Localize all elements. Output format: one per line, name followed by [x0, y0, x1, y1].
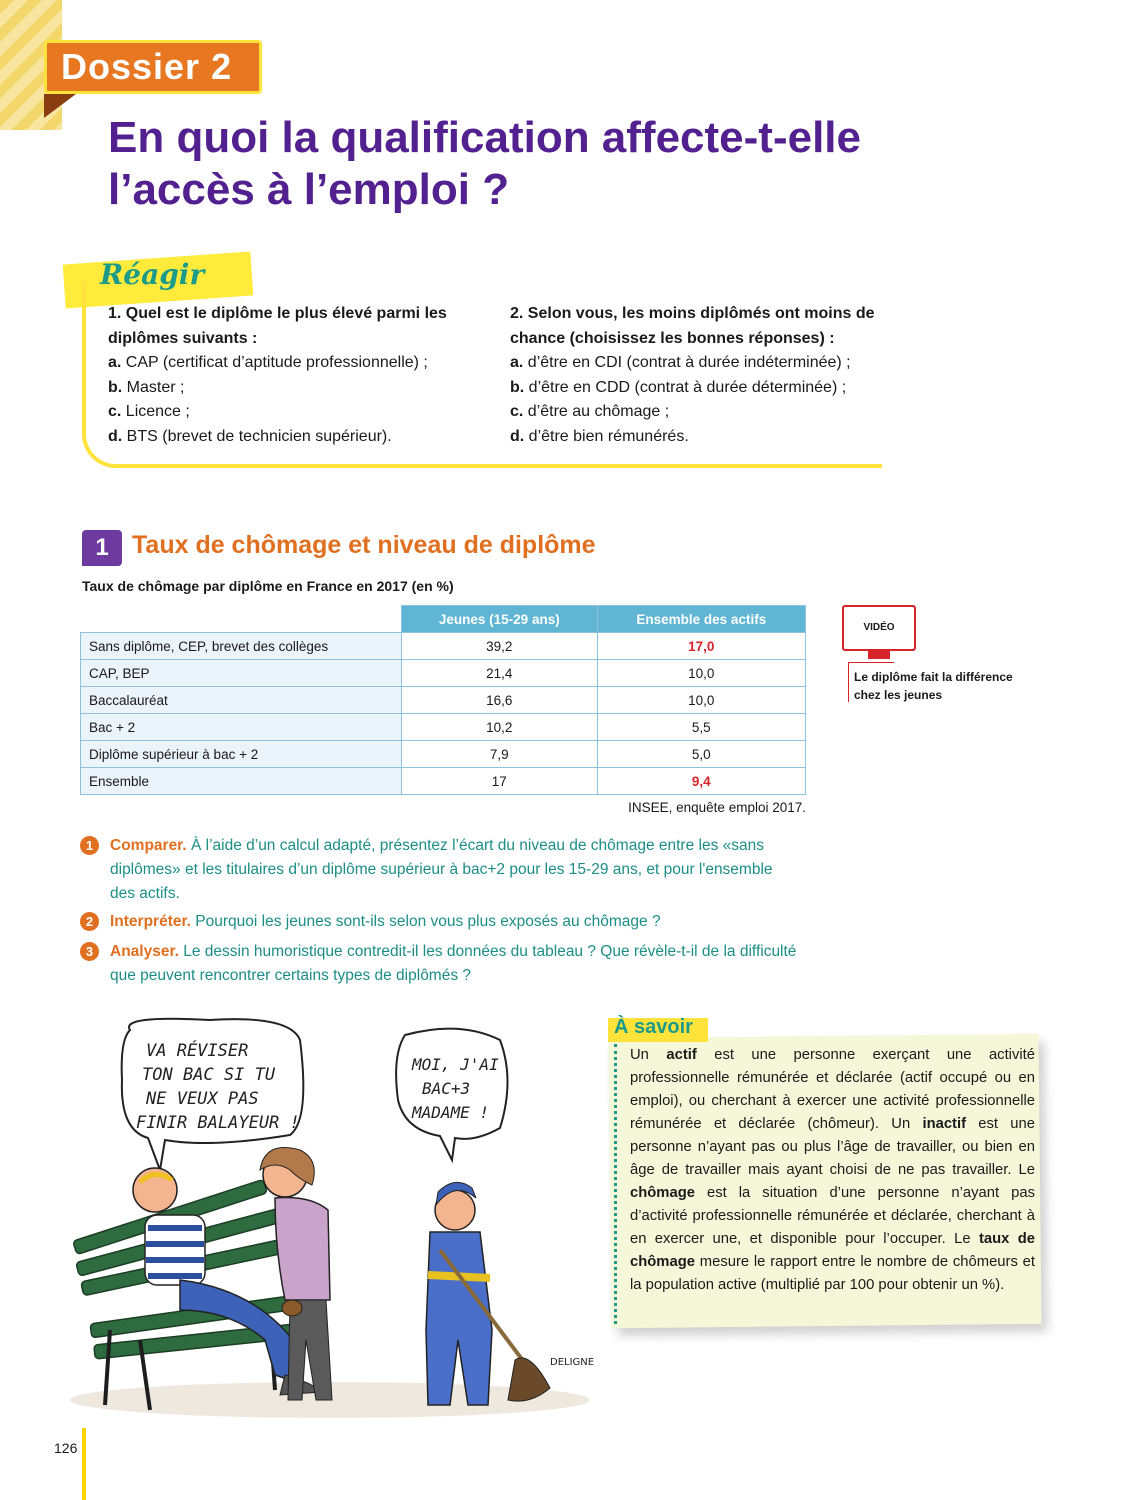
- bubble1-line: FINIR BALAYEUR !: [136, 1113, 300, 1133]
- cartoon-illustration: [60, 1010, 600, 1420]
- question-item: 3 Analyser. Le dessin humoristique contredit-il les données du tableau ? Que révèle-t-il de la difficulté que peuvent rencontrer certains types de diplômés ?: [80, 940, 800, 988]
- video-divider-vertical: [848, 662, 849, 702]
- reagir-question-2: 2. Selon vous, les moins diplômés ont moins de chance (choisissez les bonnes réponses) : a. d’être en CDI (contrat à durée indéterminée) ; b. d’être en CDD (contrat à durée déterminée) ; c. d’être au chômage ; d. d’être bien rémunérés.: [510, 302, 890, 449]
- key-term: actif: [666, 1047, 697, 1063]
- option-a: a. d’être en CDI (contrat à durée indéterminée) ;: [510, 354, 851, 371]
- table-row: Baccalauréat 16,6 10,0: [81, 687, 806, 714]
- bubble1-line: VA RÉVISER: [146, 1041, 249, 1061]
- option-c: c. Licence ;: [108, 403, 190, 420]
- option-d: d. BTS (brevet de technicien supérieur).: [108, 427, 392, 445]
- question-item: 1 Comparer. À l’aide d’un calcul adapté, présentez l’écart du niveau de chômage entre les «sans diplômes» et les titulaires d’un diplôme supérieur à bac+2 pour les 15-29 ans, et pour l'ensemble des actifs.: [80, 834, 800, 906]
- column-header: Ensemble des actifs: [597, 606, 805, 633]
- dossier-badge-fold: [44, 94, 76, 118]
- monitor-stand-icon: [868, 651, 890, 659]
- table-row: Diplôme supérieur à bac + 2 7,9 5,0: [81, 741, 806, 768]
- table-title: Taux de chômage par diplôme en France en 2017 (en %): [82, 578, 454, 594]
- bubble2-line: MOI, J'AI: [412, 1055, 499, 1074]
- table-row: Bac + 2 10,2 5,5: [81, 714, 806, 741]
- bubble1-line: NE VEUX PAS: [146, 1089, 259, 1109]
- column-header: Jeunes (15-29 ans): [402, 606, 598, 633]
- video-divider: [848, 662, 894, 663]
- option-d: d. d’être bien rémunérés.: [510, 427, 689, 445]
- key-term: inactif: [922, 1116, 967, 1132]
- bubble1-line: TON BAC SI TU: [142, 1065, 276, 1085]
- cartoon-signature: DELIGNE: [550, 1357, 595, 1368]
- reagir-label: Réagir: [100, 258, 205, 291]
- question-number: 3: [80, 942, 99, 961]
- table-row: CAP, BEP 21,4 10,0: [81, 660, 806, 687]
- dossier-badge: Dossier 2: [44, 40, 262, 94]
- bubble2-line: BAC+3: [422, 1079, 471, 1098]
- a-savoir-definition: Un actif est une personne exerçant une activité professionnelle rémunérée et déclarée (actif occupé ou en emploi), ou cherchant à exercer une activité professionnelle rémunérée et déclarée (chômeur). Un inactif est une personne n’ayant pas ou plus l’âge de travailler, ou bien en âge de travailler mais ayant choisi de ne pas travailler. Le chômage est la situation d’une personne n’ayant pas d’activité professionnelle rémunérée et déclarée, cherchant à en exercer une, et disponible pour l’occuper. Le taux de chômage mesure le rapport entre le nombre de chômeurs et la population active (multiplié par 100 pour obtenir un %).: [630, 1047, 1036, 1293]
- table-row: Ensemble 17 9,4: [81, 768, 806, 795]
- video-caption[interactable]: Le diplôme fait la différence chez les jeunes: [854, 670, 1013, 702]
- unemployment-table: [80, 605, 806, 795]
- reagir-question-1: 1. Quel est le diplôme le plus élevé parmi les diplômes suivants : a. CAP (certificat d’aptitude professionnelle) ; b. Master ; c. Licence ; d. BTS (brevet de technicien supérieur).: [108, 302, 478, 449]
- table-source: INSEE, enquête emploi 2017.: [628, 800, 806, 815]
- table-row: Sans diplôme, CEP, brevet des collèges 39,2 17,0: [81, 633, 806, 660]
- key-term: taux de chômage: [630, 1231, 1035, 1270]
- key-term: chômage: [630, 1185, 695, 1201]
- a-savoir-dotted-rule: [614, 1044, 617, 1324]
- a-savoir-label: À savoir: [614, 1016, 693, 1038]
- video-monitor-icon[interactable]: VIDÉO: [842, 605, 916, 651]
- option-b: b. d’être en CDD (contrat à durée déterminée) ;: [510, 378, 847, 396]
- page-title: En quoi la qualification affecte-t-elle l’accès à l’emploi ?: [108, 113, 861, 214]
- question-number: 1: [80, 836, 99, 855]
- section-number-badge: 1: [82, 530, 122, 566]
- option-b: b. Master ;: [108, 378, 185, 396]
- question-item: 2 Interpréter. Pourquoi les jeunes sont-ils selon vous plus exposés au chômage ?: [80, 910, 800, 934]
- bubble2-line: MADAME !: [412, 1103, 490, 1122]
- section-title: Taux de chômage et niveau de diplôme: [132, 531, 596, 559]
- option-c: c. d’être au chômage ;: [510, 403, 670, 420]
- table-header-row: [81, 606, 806, 633]
- question-number: 2: [80, 912, 99, 931]
- page-bar: [82, 1428, 86, 1500]
- page-number: 126: [54, 1440, 78, 1456]
- option-a: a. CAP (certificat d’aptitude professionnelle) ;: [108, 354, 428, 371]
